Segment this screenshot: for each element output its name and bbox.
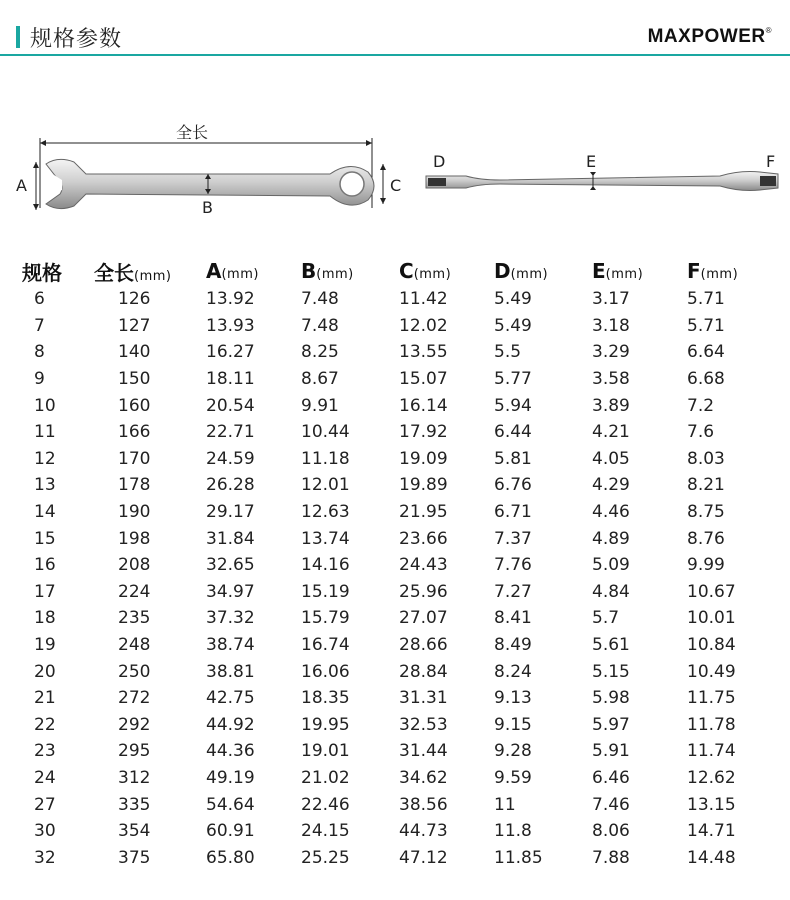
table-cell: 8.41 — [494, 608, 532, 629]
table-row — [8, 818, 778, 845]
table-row — [8, 712, 778, 739]
table-cell: 6.64 — [687, 342, 725, 363]
column-name: F — [687, 259, 701, 283]
table-cell: 22 — [34, 714, 56, 735]
table-cell: 7.88 — [592, 847, 630, 868]
table-cell: 30 — [34, 821, 56, 842]
table-cell: 354 — [118, 821, 151, 842]
table-cell: 12.01 — [301, 475, 350, 496]
table-cell: 15.79 — [301, 608, 350, 629]
table-cell: 5.71 — [687, 315, 725, 336]
table-cell: 7 — [34, 315, 45, 336]
table-cell: 15 — [34, 528, 56, 549]
table-cell: 21.02 — [301, 767, 350, 788]
table-cell: 22.71 — [206, 422, 255, 443]
table-cell: 8.67 — [301, 369, 339, 390]
wrench-diagram — [0, 110, 790, 230]
table-row — [8, 339, 778, 366]
table-cell: 14.71 — [687, 821, 736, 842]
table-cell: 15.19 — [301, 581, 350, 602]
table-cell: 28.84 — [399, 661, 448, 682]
table-row — [8, 392, 778, 419]
table-cell: 47.12 — [399, 847, 448, 868]
table-cell: 16 — [34, 555, 56, 576]
table-cell: 6.68 — [687, 369, 725, 390]
accent-bar — [16, 26, 20, 48]
table-cell: 3.18 — [592, 315, 630, 336]
table-cell: 6.71 — [494, 502, 532, 523]
table-row — [8, 791, 778, 818]
table-cell: 140 — [118, 342, 151, 363]
table-cell: 8.24 — [494, 661, 532, 682]
table-cell: 34.97 — [206, 581, 255, 602]
table-cell: 9.91 — [301, 395, 339, 416]
table-cell: 27.07 — [399, 608, 448, 629]
table-cell: 11.42 — [399, 289, 448, 310]
column-unit: (mm) — [413, 267, 452, 282]
table-cell: 23.66 — [399, 528, 448, 549]
column-unit: (mm) — [510, 267, 549, 282]
table-cell: 160 — [118, 395, 151, 416]
table-cell: 5.98 — [592, 688, 630, 709]
table-cell: 17 — [34, 581, 56, 602]
table-cell: 12.63 — [301, 502, 350, 523]
table-cell: 24.43 — [399, 555, 448, 576]
table-cell: 10.44 — [301, 422, 350, 443]
table-cell: 4.21 — [592, 422, 630, 443]
table-cell: 5.97 — [592, 714, 630, 735]
table-cell: 13 — [34, 475, 56, 496]
table-cell: 11.78 — [687, 714, 736, 735]
table-cell: 14.48 — [687, 847, 736, 868]
table-cell: 29.17 — [206, 502, 255, 523]
table-cell: 11.18 — [301, 448, 350, 469]
table-cell: 235 — [118, 608, 151, 629]
column-unit: (mm) — [316, 267, 354, 282]
brand-name: MAXPOWER — [647, 26, 766, 47]
table-cell: 31.84 — [206, 528, 255, 549]
table-cell: 19.01 — [301, 741, 350, 762]
table-cell: 13.74 — [301, 528, 350, 549]
table-cell: 42.75 — [206, 688, 255, 709]
table-cell: 9.99 — [687, 555, 725, 576]
table-cell: 5.91 — [592, 741, 630, 762]
column-unit: (mm) — [700, 267, 739, 282]
table-row — [8, 286, 778, 313]
table-cell: 8.49 — [494, 635, 532, 656]
label-c: C — [390, 176, 402, 195]
table-cell: 5.71 — [687, 289, 725, 310]
table-cell: 34.62 — [399, 767, 448, 788]
table-cell: 24 — [34, 767, 56, 788]
table-cell: 38.56 — [399, 794, 448, 815]
table-row — [8, 472, 778, 499]
table-cell: 6 — [34, 289, 45, 310]
column-header — [8, 256, 94, 286]
table-row — [8, 658, 778, 685]
table-cell: 3.29 — [592, 342, 630, 363]
table-cell: 150 — [118, 369, 151, 390]
table-cell: 5.94 — [494, 395, 532, 416]
table-cell: 9.15 — [494, 714, 532, 735]
header — [0, 0, 790, 56]
table-cell: 19.95 — [301, 714, 350, 735]
length-label: 全长 — [176, 123, 209, 142]
table-cell: 8 — [34, 342, 45, 363]
spec-table-body — [8, 286, 778, 871]
table-cell: 4.29 — [592, 475, 630, 496]
label-b: B — [202, 198, 213, 217]
table-cell: 4.05 — [592, 448, 630, 469]
table-cell: 10.84 — [687, 635, 736, 656]
table-cell: 6.44 — [494, 422, 532, 443]
table-cell: 248 — [118, 635, 151, 656]
table-cell: 8.76 — [687, 528, 725, 549]
table-row — [8, 419, 778, 446]
table-cell: 31.31 — [399, 688, 448, 709]
table-cell: 17.92 — [399, 422, 448, 443]
column-header — [301, 256, 399, 286]
table-row — [8, 844, 778, 871]
table-cell: 7.46 — [592, 794, 630, 815]
table-cell: 16.14 — [399, 395, 448, 416]
table-row — [8, 605, 778, 632]
table-cell: 295 — [118, 741, 151, 762]
table-cell: 178 — [118, 475, 151, 496]
table-cell: 8.03 — [687, 448, 725, 469]
table-cell: 250 — [118, 661, 151, 682]
table-cell: 8.21 — [687, 475, 725, 496]
table-cell: 5.09 — [592, 555, 630, 576]
column-name: E — [592, 259, 606, 283]
header-row — [8, 256, 778, 286]
table-row — [8, 446, 778, 473]
column-name: C — [399, 259, 414, 283]
table-cell: 12.62 — [687, 767, 736, 788]
registered-mark: ® — [765, 26, 772, 35]
table-cell: 375 — [118, 847, 151, 868]
table-cell: 20 — [34, 661, 56, 682]
table-cell: 24.59 — [206, 448, 255, 469]
table-cell: 5.5 — [494, 342, 522, 363]
table-cell: 5.77 — [494, 369, 532, 390]
label-a: A — [16, 176, 27, 195]
table-cell: 14.16 — [301, 555, 350, 576]
table-cell: 8.06 — [592, 821, 630, 842]
table-cell: 60.91 — [206, 821, 255, 842]
table-cell: 11.74 — [687, 741, 736, 762]
table-cell: 18.35 — [301, 688, 350, 709]
table-cell: 44.36 — [206, 741, 255, 762]
spec-table-header — [8, 256, 778, 286]
table-cell: 37.32 — [206, 608, 255, 629]
spec-table — [8, 256, 778, 871]
table-cell: 10.01 — [687, 608, 736, 629]
table-cell: 190 — [118, 502, 151, 523]
table-row — [8, 499, 778, 526]
table-cell: 7.37 — [494, 528, 532, 549]
table-cell: 21 — [34, 688, 56, 709]
table-cell: 4.89 — [592, 528, 630, 549]
table-cell: 12 — [34, 448, 56, 469]
table-cell: 13.15 — [687, 794, 736, 815]
table-cell: 25.25 — [301, 847, 350, 868]
table-row — [8, 579, 778, 606]
table-cell: 10.49 — [687, 661, 736, 682]
table-cell: 5.15 — [592, 661, 630, 682]
table-cell: 28.66 — [399, 635, 448, 656]
table-cell: 13.92 — [206, 289, 255, 310]
table-cell: 11.8 — [494, 821, 532, 842]
table-cell: 38.81 — [206, 661, 255, 682]
table-cell: 22.46 — [301, 794, 350, 815]
table-cell: 15.07 — [399, 369, 448, 390]
table-cell: 208 — [118, 555, 151, 576]
table-cell: 54.64 — [206, 794, 255, 815]
table-cell: 12.02 — [399, 315, 448, 336]
table-cell: 19 — [34, 635, 56, 656]
column-name: A — [206, 259, 222, 283]
table-cell: 127 — [118, 315, 151, 336]
table-cell: 20.54 — [206, 395, 255, 416]
table-cell: 21.95 — [399, 502, 448, 523]
table-cell: 10 — [34, 395, 56, 416]
table-row — [8, 685, 778, 712]
table-cell: 25.96 — [399, 581, 448, 602]
table-cell: 13.55 — [399, 342, 448, 363]
table-cell: 44.73 — [399, 821, 448, 842]
table-cell: 19.09 — [399, 448, 448, 469]
table-cell: 170 — [118, 448, 151, 469]
table-cell: 8.25 — [301, 342, 339, 363]
table-cell: 32.53 — [399, 714, 448, 735]
table-cell: 18.11 — [206, 369, 255, 390]
table-cell: 7.48 — [301, 289, 339, 310]
column-unit: (mm) — [221, 267, 259, 282]
label-d: D — [433, 152, 446, 171]
column-unit: (mm) — [134, 268, 172, 284]
label-f: F — [766, 152, 776, 171]
column-header — [494, 256, 592, 286]
table-cell: 9.13 — [494, 688, 532, 709]
table-cell: 16.27 — [206, 342, 255, 363]
table-cell: 44.92 — [206, 714, 255, 735]
table-cell: 3.17 — [592, 289, 630, 310]
table-cell: 9.59 — [494, 767, 532, 788]
table-cell: 38.74 — [206, 635, 255, 656]
table-row — [8, 366, 778, 393]
table-cell: 5.81 — [494, 448, 532, 469]
table-cell: 26.28 — [206, 475, 255, 496]
table-cell: 10.67 — [687, 581, 736, 602]
table-cell: 5.7 — [592, 608, 620, 629]
table-cell: 224 — [118, 581, 151, 602]
table-row — [8, 313, 778, 340]
table-cell: 18 — [34, 608, 56, 629]
column-header — [399, 256, 494, 286]
table-row — [8, 765, 778, 792]
table-cell: 4.84 — [592, 581, 630, 602]
table-cell: 32.65 — [206, 555, 255, 576]
header-divider — [0, 54, 790, 56]
table-cell: 14 — [34, 502, 56, 523]
table-cell: 6.46 — [592, 767, 630, 788]
column-name: 全长 — [94, 260, 134, 285]
column-header — [94, 256, 206, 286]
table-cell: 23 — [34, 741, 56, 762]
column-header — [687, 256, 778, 286]
table-cell: 7.76 — [494, 555, 532, 576]
table-cell: 13.93 — [206, 315, 255, 336]
table-row — [8, 632, 778, 659]
table-cell: 27 — [34, 794, 56, 815]
column-header — [206, 256, 301, 286]
table-cell: 7.27 — [494, 581, 532, 602]
table-cell: 3.58 — [592, 369, 630, 390]
table-cell: 126 — [118, 289, 151, 310]
table-cell: 3.89 — [592, 395, 630, 416]
table-cell: 65.80 — [206, 847, 255, 868]
column-name: D — [494, 259, 511, 283]
table-cell: 19.89 — [399, 475, 448, 496]
table-cell: 11 — [34, 422, 56, 443]
brand-logo — [648, 26, 772, 48]
table-cell: 4.46 — [592, 502, 630, 523]
label-e: E — [586, 152, 597, 171]
table-cell: 5.49 — [494, 289, 532, 310]
table-row — [8, 738, 778, 765]
wrench-drawings — [0, 110, 790, 230]
table-cell: 166 — [118, 422, 151, 443]
wrench-side-view — [426, 172, 778, 191]
table-cell: 11.85 — [494, 847, 543, 868]
table-cell: 5.49 — [494, 315, 532, 336]
table-cell: 8.75 — [687, 502, 725, 523]
table-cell: 272 — [118, 688, 151, 709]
table-cell: 11.75 — [687, 688, 736, 709]
page-title: 规格参数 — [30, 27, 123, 52]
table-cell: 16.74 — [301, 635, 350, 656]
table-cell: 32 — [34, 847, 56, 868]
table-cell: 9 — [34, 369, 45, 390]
table-row — [8, 552, 778, 579]
table-cell: 292 — [118, 714, 151, 735]
table-cell: 7.48 — [301, 315, 339, 336]
table-cell: 31.44 — [399, 741, 448, 762]
column-name: 规格 — [22, 260, 62, 285]
table-cell: 7.2 — [687, 395, 715, 416]
table-cell: 312 — [118, 767, 151, 788]
table-cell: 7.6 — [687, 422, 715, 443]
table-cell: 5.61 — [592, 635, 630, 656]
column-name: B — [301, 259, 317, 283]
table-cell: 6.76 — [494, 475, 532, 496]
table-cell: 9.28 — [494, 741, 532, 762]
table-cell: 11 — [494, 794, 516, 815]
table-cell: 335 — [118, 794, 151, 815]
column-header — [592, 256, 687, 286]
column-unit: (mm) — [605, 267, 644, 282]
table-row — [8, 525, 778, 552]
table-cell: 49.19 — [206, 767, 255, 788]
table-cell: 24.15 — [301, 821, 350, 842]
table-cell: 198 — [118, 528, 151, 549]
table-cell: 16.06 — [301, 661, 350, 682]
